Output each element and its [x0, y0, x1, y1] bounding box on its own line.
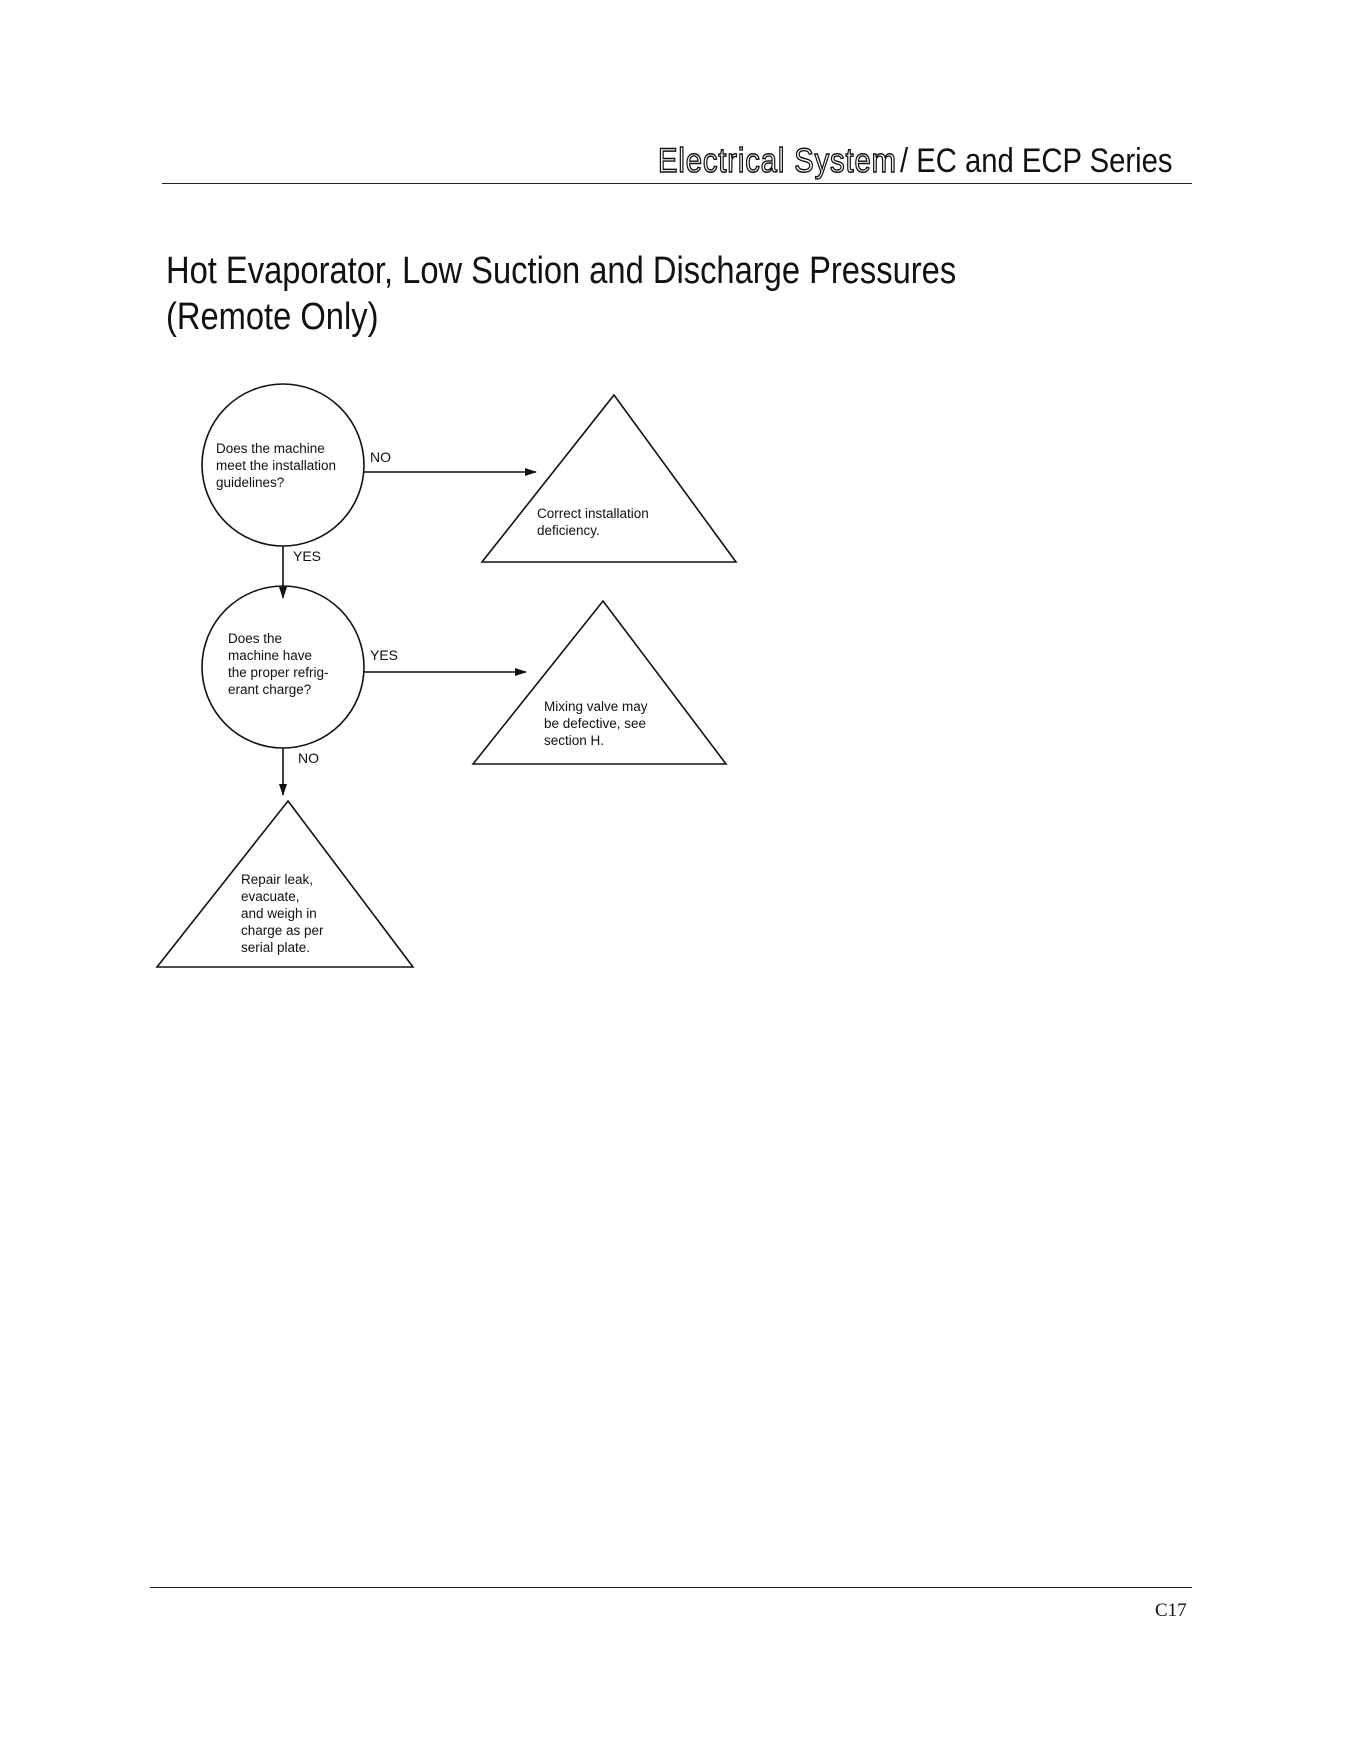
node-text-line: deficiency. [537, 523, 600, 538]
edge-label-no: NO [298, 750, 319, 766]
node-text-line: section H. [544, 733, 605, 748]
edge-label-no: NO [370, 449, 391, 465]
node-text-line: charge as per [241, 923, 324, 938]
edge-q1-yes [283, 546, 321, 598]
page-title-line-2: (Remote Only) [166, 296, 379, 338]
node-text-line: Correct installation [537, 506, 649, 521]
node-text-line: serial plate. [241, 940, 311, 955]
page-number: C17 [1155, 1600, 1187, 1621]
edge-label-yes: YES [370, 647, 399, 663]
edge-q1-no [364, 449, 536, 472]
node-text-line: meet the installation [216, 458, 337, 473]
node-text-line: and weigh in [241, 906, 317, 921]
node-text-line: Does the [228, 631, 283, 646]
result-repair-leak [157, 801, 413, 967]
node-text-line: Repair leak, [241, 872, 314, 887]
node-text-line: the proper refrig- [228, 665, 329, 680]
node-text-line: be defective, see [544, 716, 647, 731]
result-correct-installation [482, 395, 736, 562]
node-text-line: evacuate, [241, 889, 300, 904]
header-section-title: Electrical System [658, 142, 897, 180]
edge-label-yes: YES [293, 548, 322, 564]
node-text-line: Does the machine [216, 441, 325, 456]
header-series-label: / EC and ECP Series [900, 142, 1173, 180]
decision-installation-guidelines [202, 384, 364, 546]
footer-rule [150, 1587, 1192, 1588]
node-text-line: guidelines? [216, 475, 285, 490]
node-text-line: machine have [228, 648, 313, 663]
result-mixing-valve [473, 601, 726, 764]
page-title-line-1: Hot Evaporator, Low Suction and Discharge Pressures [166, 250, 957, 292]
edge-q2-yes [364, 647, 526, 672]
node-text-line: erant charge? [228, 682, 312, 697]
node-text-line: Mixing valve may [544, 699, 648, 714]
edge-q2-no [283, 748, 319, 795]
decision-refrigerant-charge [202, 586, 364, 748]
